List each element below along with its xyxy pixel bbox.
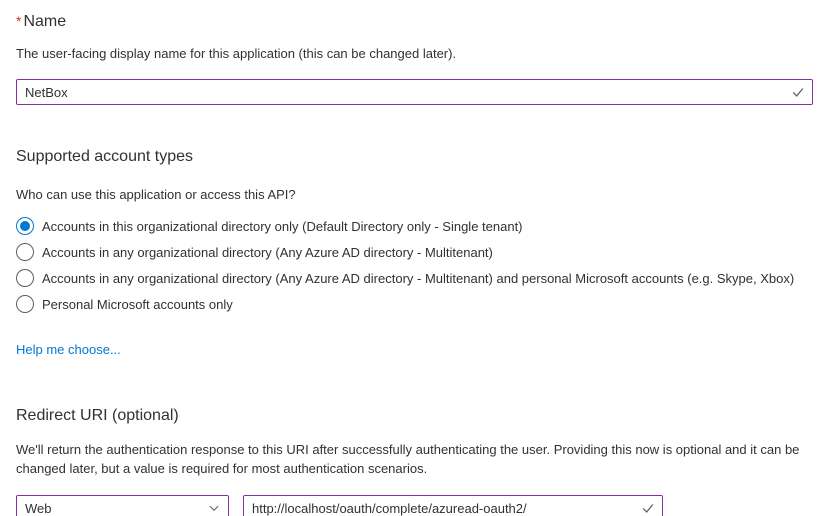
radio-option-multitenant[interactable] bbox=[16, 239, 813, 265]
radio-option-label[interactable]: Accounts in any organizational directory (Any Azure AD directory - Multitenant) bbox=[42, 244, 493, 260]
platform-select-dropdown[interactable] bbox=[16, 495, 229, 516]
required-asterisk: * bbox=[16, 13, 22, 29]
help-me-choose-link[interactable]: Help me choose... bbox=[16, 342, 121, 357]
name-description: The user-facing display name for this application (this can be changed later). bbox=[16, 46, 457, 61]
chevron-down-icon bbox=[208, 502, 220, 514]
redirect-uri-field-wrap bbox=[243, 495, 663, 516]
account-types-question: Who can use this application or access this API? bbox=[16, 187, 296, 202]
name-field-wrap bbox=[16, 79, 813, 105]
radio-option-personal-only[interactable] bbox=[16, 291, 813, 317]
radio-button-icon[interactable] bbox=[16, 295, 34, 313]
redirect-uri-input[interactable] bbox=[243, 495, 663, 516]
radio-button-icon[interactable] bbox=[16, 243, 34, 261]
redirect-uri-description: We'll return the authentication response to this URI after successfully authenticating the user. Providing this now is optional and it can be changed later, but a value is required for most authentication scenarios. bbox=[16, 442, 800, 476]
radio-option-single-tenant[interactable] bbox=[16, 213, 813, 239]
redirect-uri-row bbox=[16, 495, 813, 516]
radio-option-label[interactable]: Accounts in this organizational directory only (Default Directory only - Single tenant) bbox=[42, 218, 523, 234]
radio-option-multitenant-personal[interactable] bbox=[16, 265, 813, 291]
application-name-input[interactable] bbox=[16, 79, 813, 105]
radio-button-icon[interactable] bbox=[16, 269, 34, 287]
account-types-radio-group bbox=[16, 213, 813, 317]
redirect-uri-section-title: Redirect URI (optional) bbox=[16, 407, 179, 424]
radio-option-label[interactable]: Accounts in any organizational directory (Any Azure AD directory - Multitenant) and personal Microsoft accounts (e.g. Skype, Xbox) bbox=[42, 270, 795, 286]
account-types-section-title: Supported account types bbox=[16, 148, 194, 165]
platform-select-value: Web bbox=[25, 500, 52, 516]
name-section-title bbox=[16, 11, 813, 32]
name-title-text: Name bbox=[23, 13, 67, 30]
radio-button-icon[interactable] bbox=[16, 217, 34, 235]
radio-option-label[interactable]: Personal Microsoft accounts only bbox=[42, 296, 233, 312]
